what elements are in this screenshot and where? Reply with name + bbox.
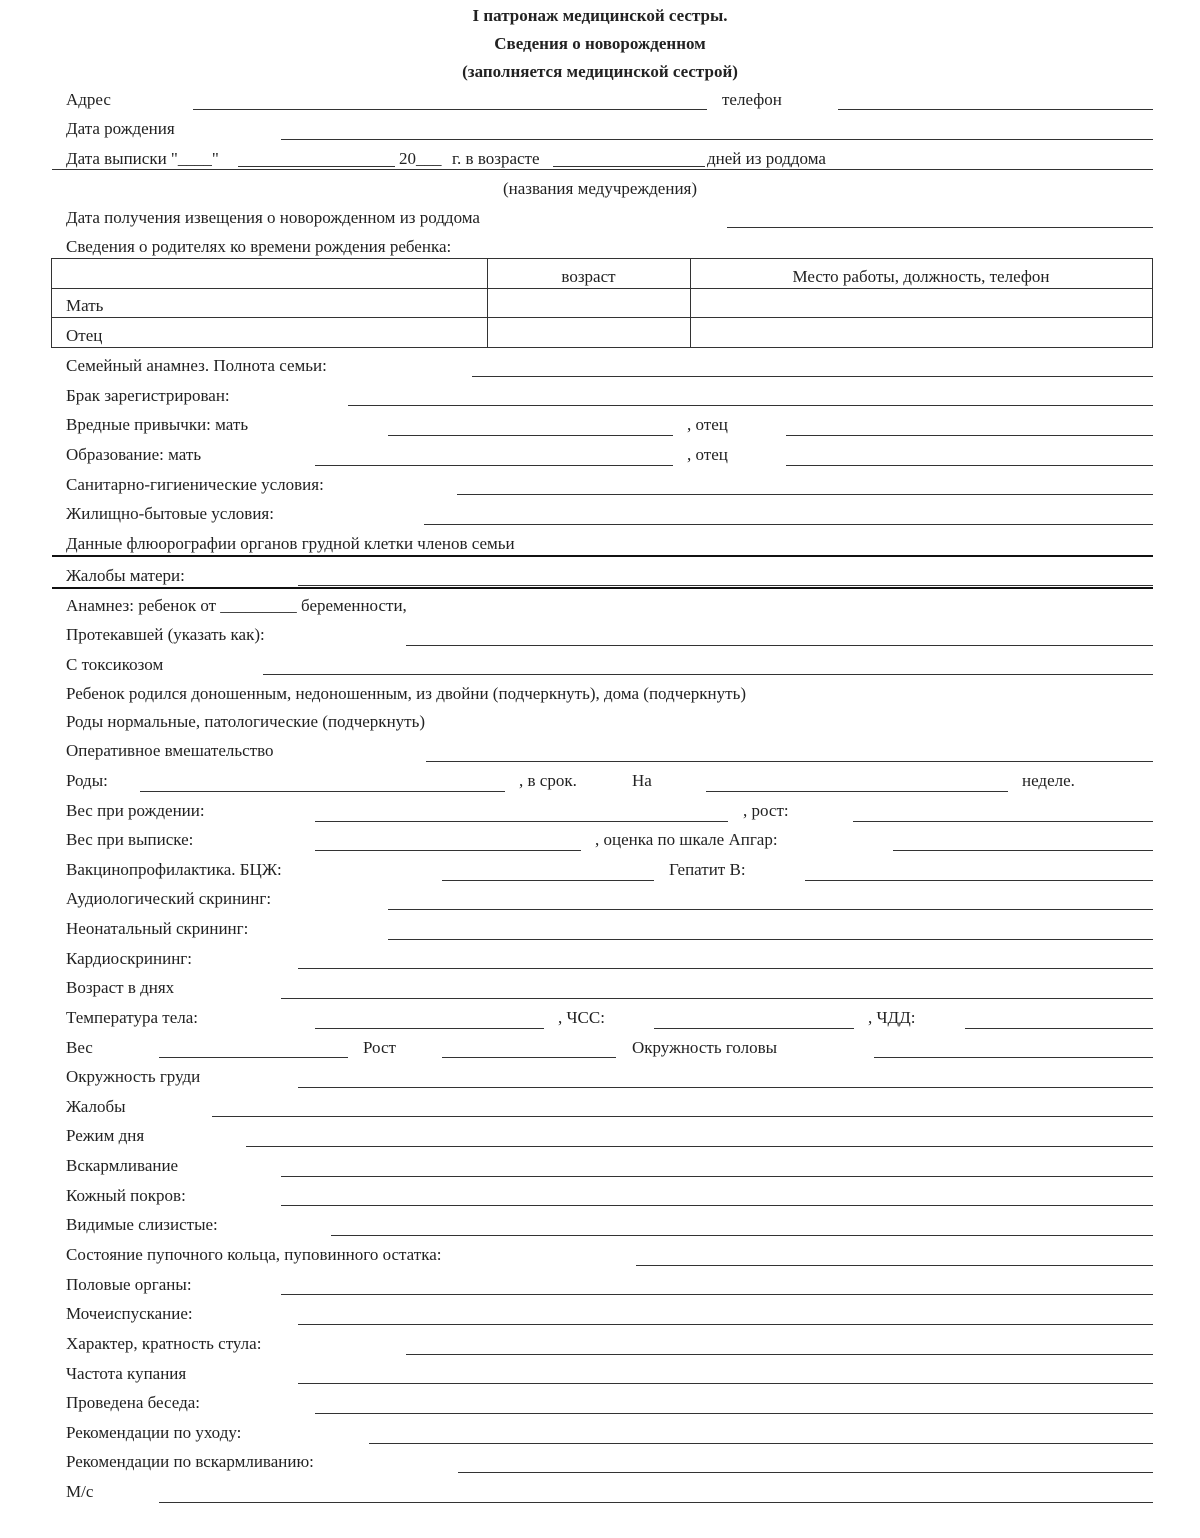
row-father-label: Отец xyxy=(66,326,103,345)
marriage-field[interactable] xyxy=(348,405,1153,406)
audio-screening-field[interactable] xyxy=(388,909,1153,910)
mother-age-cell[interactable] xyxy=(488,289,689,316)
form-title: I патронаж медицинской сестры. xyxy=(472,6,728,25)
neonatal-screening-field[interactable] xyxy=(388,939,1153,940)
care-recs-label: Рекомендации по уходу: xyxy=(66,1423,242,1442)
week-field[interactable] xyxy=(706,791,1008,792)
hepatitis-label: Гепатит В: xyxy=(669,860,746,879)
stool-field[interactable] xyxy=(406,1354,1153,1355)
age-days-field[interactable] xyxy=(553,166,705,167)
genitals-field[interactable] xyxy=(281,1294,1153,1295)
surgery-field[interactable] xyxy=(426,761,1153,762)
habits-mother-field[interactable] xyxy=(388,435,673,436)
genitals-label: Половые органы: xyxy=(66,1275,192,1294)
bathing-label: Частота купания xyxy=(66,1364,187,1383)
mucosa-field[interactable] xyxy=(331,1235,1153,1236)
phone-label: телефон xyxy=(722,90,782,109)
mother-work-cell[interactable] xyxy=(691,289,1151,316)
habits-label: Вредные привычки: мать xyxy=(66,415,249,434)
institution-hint: (названия медучреждения) xyxy=(502,179,698,198)
hr-field[interactable] xyxy=(654,1028,854,1029)
proceeded-label: Протекавшей (указать как): xyxy=(66,625,265,644)
living-field[interactable] xyxy=(424,524,1153,525)
mother-complaints-label: Жалобы матери: xyxy=(66,566,185,585)
hr-label: , ЧСС: xyxy=(558,1008,605,1027)
neonatal-screening-label: Неонатальный скрининг: xyxy=(66,919,249,938)
education-label: Образование: мать xyxy=(66,445,202,464)
umbilical-label: Состояние пупочного кольца, пуповинного остатка: xyxy=(66,1245,442,1264)
delivery-label: Роды нормальные, патологические (подчеркнуть) xyxy=(66,712,426,731)
toxicosis-label: С токсикозом xyxy=(66,655,164,674)
regime-field[interactable] xyxy=(246,1146,1153,1147)
birth-weight-label: Вес при рождении: xyxy=(66,801,205,820)
head-label: Окружность головы xyxy=(632,1038,778,1057)
apgar-label: , оценка по шкале Апгар: xyxy=(595,830,778,849)
exam-height-label: Рост xyxy=(363,1038,396,1057)
age-label: г. в возрасте xyxy=(452,149,540,168)
education-father-label: , отец xyxy=(687,445,728,464)
address-field[interactable] xyxy=(193,109,707,110)
fluoro-field[interactable] xyxy=(52,555,1153,557)
education-mother-field[interactable] xyxy=(315,465,673,466)
marriage-label: Брак зарегистрирован: xyxy=(66,386,230,405)
rr-label: , ЧДД: xyxy=(868,1008,916,1027)
hepatitis-field[interactable] xyxy=(805,880,1153,881)
fluoro-label: Данные флюорографии органов грудной клетки членов семьи xyxy=(66,534,515,553)
skin-field[interactable] xyxy=(281,1205,1153,1206)
cardio-screening-label: Кардиоскрининг: xyxy=(66,949,192,968)
family-anamnesis-label: Семейный анамнез. Полнота семьи: xyxy=(66,356,327,375)
bcg-field[interactable] xyxy=(442,880,654,881)
born-label: Ребенок родился доношенным, недоношенным, из двойни (подчеркнуть), дома (подчеркнуть) xyxy=(66,684,746,703)
habits-father-label: , отец xyxy=(687,415,728,434)
week-label: неделе. xyxy=(1022,771,1075,790)
mucosa-label: Видимые слизистые: xyxy=(66,1215,218,1234)
apgar-field[interactable] xyxy=(893,850,1153,851)
rr-field[interactable] xyxy=(965,1028,1153,1029)
feeding-field[interactable] xyxy=(281,1176,1153,1177)
urination-label: Мочеиспускание: xyxy=(66,1304,193,1323)
row-mother-label: Мать xyxy=(66,296,104,315)
birth-date-label: Дата рождения xyxy=(66,119,175,138)
habits-father-field[interactable] xyxy=(786,435,1153,436)
birth-field[interactable] xyxy=(140,791,505,792)
address-label: Адрес xyxy=(66,90,111,109)
skin-label: Кожный покров: xyxy=(66,1186,186,1205)
height-label: , рост: xyxy=(743,801,789,820)
age-days-label: Возраст в днях xyxy=(66,978,175,997)
head-field[interactable] xyxy=(874,1057,1153,1058)
notice-date-field[interactable] xyxy=(727,227,1153,228)
at-label: На xyxy=(632,771,652,790)
mother-complaints-field[interactable] xyxy=(298,585,1153,586)
days-suffix-label: дней из роддома xyxy=(707,149,826,168)
living-label: Жилищно-бытовые условия: xyxy=(66,504,274,523)
toxicosis-field[interactable] xyxy=(263,674,1153,675)
temperature-label: Температура тела: xyxy=(66,1008,199,1027)
col-work-header: Место работы, должность, телефон xyxy=(792,267,1050,286)
birth-label: Роды: xyxy=(66,771,108,790)
child-from-label: Анамнез: ребенок от _________ беременности, xyxy=(66,596,407,615)
feeding-recs-field[interactable] xyxy=(458,1472,1153,1473)
chest-label: Окружность груди xyxy=(66,1067,201,1086)
father-age-cell[interactable] xyxy=(488,318,689,346)
weight-label: Вес xyxy=(66,1038,93,1057)
age-in-days-field[interactable] xyxy=(281,998,1153,999)
discharge-month-field[interactable] xyxy=(238,166,395,167)
institution-field[interactable] xyxy=(52,169,1153,170)
cardio-screening-field[interactable] xyxy=(298,968,1153,969)
complaints-label: Жалобы xyxy=(66,1097,126,1116)
surgery-label: Оперативное вмешательство xyxy=(66,741,274,760)
feeding-label: Вскармливание xyxy=(66,1156,179,1175)
regime-label: Режим дня xyxy=(66,1126,145,1145)
year-label: 20___ xyxy=(399,149,442,168)
audio-screening-label: Аудиологический скрининг: xyxy=(66,889,272,908)
proceeded-field[interactable] xyxy=(406,645,1153,646)
father-work-cell[interactable] xyxy=(691,318,1151,346)
sanitary-label: Санитарно-гигиенические условия: xyxy=(66,475,324,494)
bathing-field[interactable] xyxy=(298,1383,1153,1384)
discharge-date-label: Дата выписки "____" xyxy=(66,149,219,168)
form-subtitle-note: (заполняется медицинской сестрой) xyxy=(462,62,738,81)
urination-field[interactable] xyxy=(298,1324,1153,1325)
exam-height-field[interactable] xyxy=(442,1057,616,1058)
form-subtitle: Сведения о новорожденном xyxy=(494,34,706,53)
nurse-signature-field[interactable] xyxy=(159,1502,1153,1503)
complaints-field[interactable] xyxy=(212,1116,1153,1117)
discharge-weight-field[interactable] xyxy=(315,850,581,851)
notice-date-label: Дата получения извещения о новорожденном из роддома xyxy=(66,208,480,227)
vaccination-label: Вакцинопрофилактика. БЦЖ: xyxy=(66,860,282,879)
height-field[interactable] xyxy=(853,821,1153,822)
temperature-field[interactable] xyxy=(315,1028,544,1029)
discharge-weight-label: Вес при выписке: xyxy=(66,830,194,849)
sanitary-field[interactable] xyxy=(457,494,1153,495)
care-recs-field[interactable] xyxy=(369,1443,1153,1444)
umbilical-field[interactable] xyxy=(636,1265,1153,1266)
chest-field[interactable] xyxy=(298,1087,1153,1088)
education-father-field[interactable] xyxy=(786,465,1153,466)
birth-weight-field[interactable] xyxy=(315,821,728,822)
talk-label: Проведена беседа: xyxy=(66,1393,200,1412)
on-time-label: , в срок. xyxy=(519,771,577,790)
nurse-label: М/с xyxy=(66,1482,94,1501)
family-anamnesis-field[interactable] xyxy=(472,376,1153,377)
weight-field[interactable] xyxy=(159,1057,348,1058)
section-divider xyxy=(52,587,1153,589)
feeding-recs-label: Рекомендации по вскармливанию: xyxy=(66,1452,314,1471)
talk-field[interactable] xyxy=(315,1413,1153,1414)
phone-field[interactable] xyxy=(838,109,1153,110)
stool-label: Характер, кратность стула: xyxy=(66,1334,262,1353)
col-age-header: возраст xyxy=(561,267,616,286)
parents-info-label: Сведения о родителях ко времени рождения ребенка: xyxy=(66,237,452,256)
birth-date-field[interactable] xyxy=(281,139,1153,140)
